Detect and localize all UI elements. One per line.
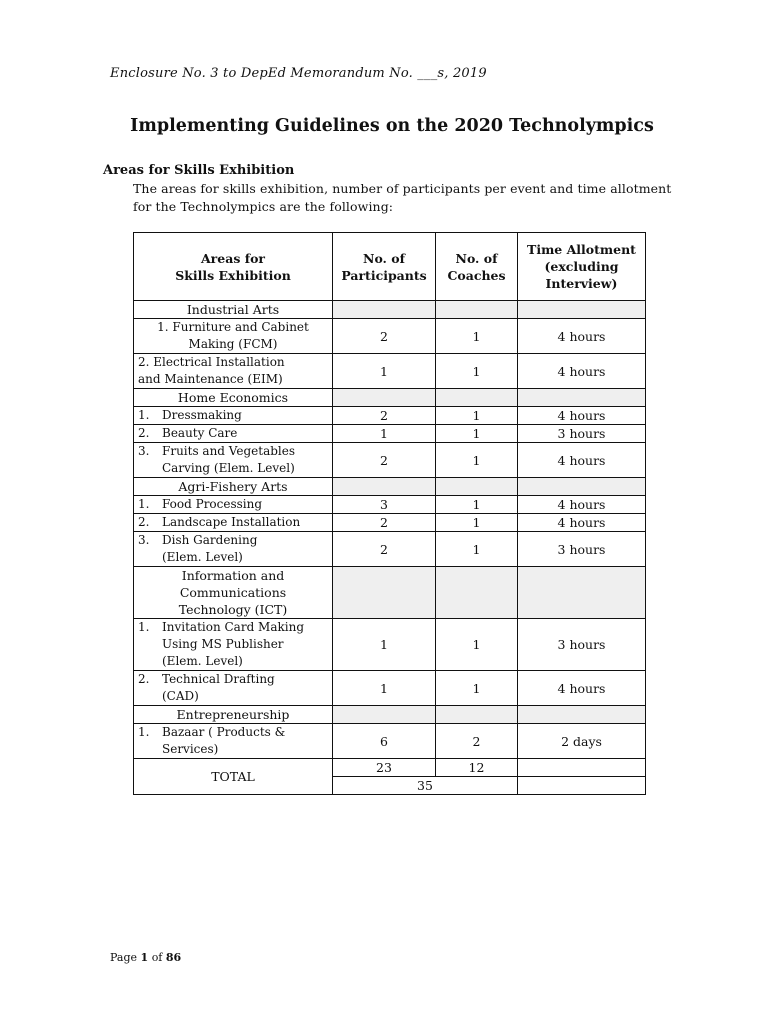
category-ict: Information and Communications Technology (ICT) — [134, 567, 333, 619]
table-row — [134, 425, 646, 443]
row-label: 1. Dressmaking — [134, 407, 333, 425]
category-row — [134, 478, 646, 496]
intro-line-2: for the Technolympics are the following: — [133, 199, 394, 214]
coaches-cell: 1 — [436, 532, 518, 567]
coaches-cell: 2 — [436, 724, 518, 759]
header-time-allotment: Time Allotment (excluding Interview) — [518, 233, 646, 301]
intro-line-1: The areas for skills exhibition, number of participants per event and time allotment — [133, 181, 672, 196]
participants-cell: 2 — [333, 532, 436, 567]
time-cell: 3 hours — [518, 532, 646, 567]
participants-cell: 2 — [333, 407, 436, 425]
category-row — [134, 706, 646, 724]
total-label: TOTAL — [134, 759, 333, 795]
coaches-cell: 1 — [436, 407, 518, 425]
time-cell: 2 days — [518, 724, 646, 759]
row-label: 2. Electrical Installation and Maintenance (EIM) — [134, 354, 333, 389]
category-entrepreneurship: Entrepreneurship — [134, 706, 333, 724]
row-label: 1. Furniture and Cabinet Making (FCM) — [134, 319, 333, 354]
category-row — [134, 301, 646, 319]
table-row — [134, 443, 646, 478]
participants-cell: 6 — [333, 724, 436, 759]
category-row — [134, 567, 646, 619]
table-row — [134, 354, 646, 389]
category-home-economics: Home Economics — [134, 389, 333, 407]
coaches-cell: 1 — [436, 319, 518, 354]
coaches-cell: 1 — [436, 425, 518, 443]
intro-paragraph — [133, 180, 693, 216]
category-agri-fishery: Agri-Fishery Arts — [134, 478, 333, 496]
enclosure-line: Enclosure No. 3 to DepEd Memorandum No. ___s, 2019 — [110, 66, 487, 81]
coaches-cell: 1 — [436, 619, 518, 671]
table-row — [134, 407, 646, 425]
participants-cell: 1 — [333, 425, 436, 443]
participants-cell: 2 — [333, 443, 436, 478]
category-row — [134, 389, 646, 407]
section-heading: Areas for Skills Exhibition — [103, 163, 295, 178]
row-label: 3. Fruits and Vegetables Carving (Elem. Level) — [134, 443, 333, 478]
row-label: 2. Beauty Care — [134, 425, 333, 443]
row-label: 2. Technical Drafting (CAD) — [134, 671, 333, 706]
time-cell: 4 hours — [518, 319, 646, 354]
row-label: 2. Landscape Installation — [134, 514, 333, 532]
table-row — [134, 724, 646, 759]
table-row — [134, 496, 646, 514]
table-row — [134, 319, 646, 354]
participants-cell: 1 — [333, 619, 436, 671]
category-industrial-arts: Industrial Arts — [134, 301, 333, 319]
table-header-row — [134, 233, 646, 301]
coaches-cell: 1 — [436, 671, 518, 706]
table-row — [134, 671, 646, 706]
total-row — [134, 759, 646, 777]
time-cell: 3 hours — [518, 619, 646, 671]
grand-total: 35 — [333, 777, 518, 795]
header-areas: Areas for Skills Exhibition — [134, 233, 333, 301]
table-row — [134, 532, 646, 567]
time-cell: 4 hours — [518, 443, 646, 478]
table-row — [134, 619, 646, 671]
row-label: 1. Bazaar ( Products & Services) — [134, 724, 333, 759]
coaches-cell: 1 — [436, 443, 518, 478]
table-row — [134, 514, 646, 532]
skills-table — [133, 232, 646, 795]
time-cell: 4 hours — [518, 496, 646, 514]
time-cell: 4 hours — [518, 514, 646, 532]
row-label: 1. Food Processing — [134, 496, 333, 514]
time-cell: 4 hours — [518, 671, 646, 706]
total-participants: 23 — [333, 759, 436, 777]
header-coaches: No. of Coaches — [436, 233, 518, 301]
row-label: 3. Dish Gardening (Elem. Level) — [134, 532, 333, 567]
participants-cell: 1 — [333, 671, 436, 706]
header-participants: No. of Participants — [333, 233, 436, 301]
page-number: 1 — [140, 951, 149, 964]
participants-cell: 3 — [333, 496, 436, 514]
page-total: 86 — [165, 951, 182, 964]
participants-cell: 1 — [333, 354, 436, 389]
time-cell: 3 hours — [518, 425, 646, 443]
document-title: Implementing Guidelines on the 2020 Technolympics — [130, 116, 654, 136]
page-footer: Page 1 of 86 — [110, 951, 182, 964]
coaches-cell: 1 — [436, 354, 518, 389]
coaches-cell: 1 — [436, 496, 518, 514]
participants-cell: 2 — [333, 319, 436, 354]
time-cell: 4 hours — [518, 354, 646, 389]
row-label: 1. Invitation Card Making Using MS Publisher (Elem. Level) — [134, 619, 333, 671]
coaches-cell: 1 — [436, 514, 518, 532]
total-coaches: 12 — [436, 759, 518, 777]
time-cell: 4 hours — [518, 407, 646, 425]
participants-cell: 2 — [333, 514, 436, 532]
